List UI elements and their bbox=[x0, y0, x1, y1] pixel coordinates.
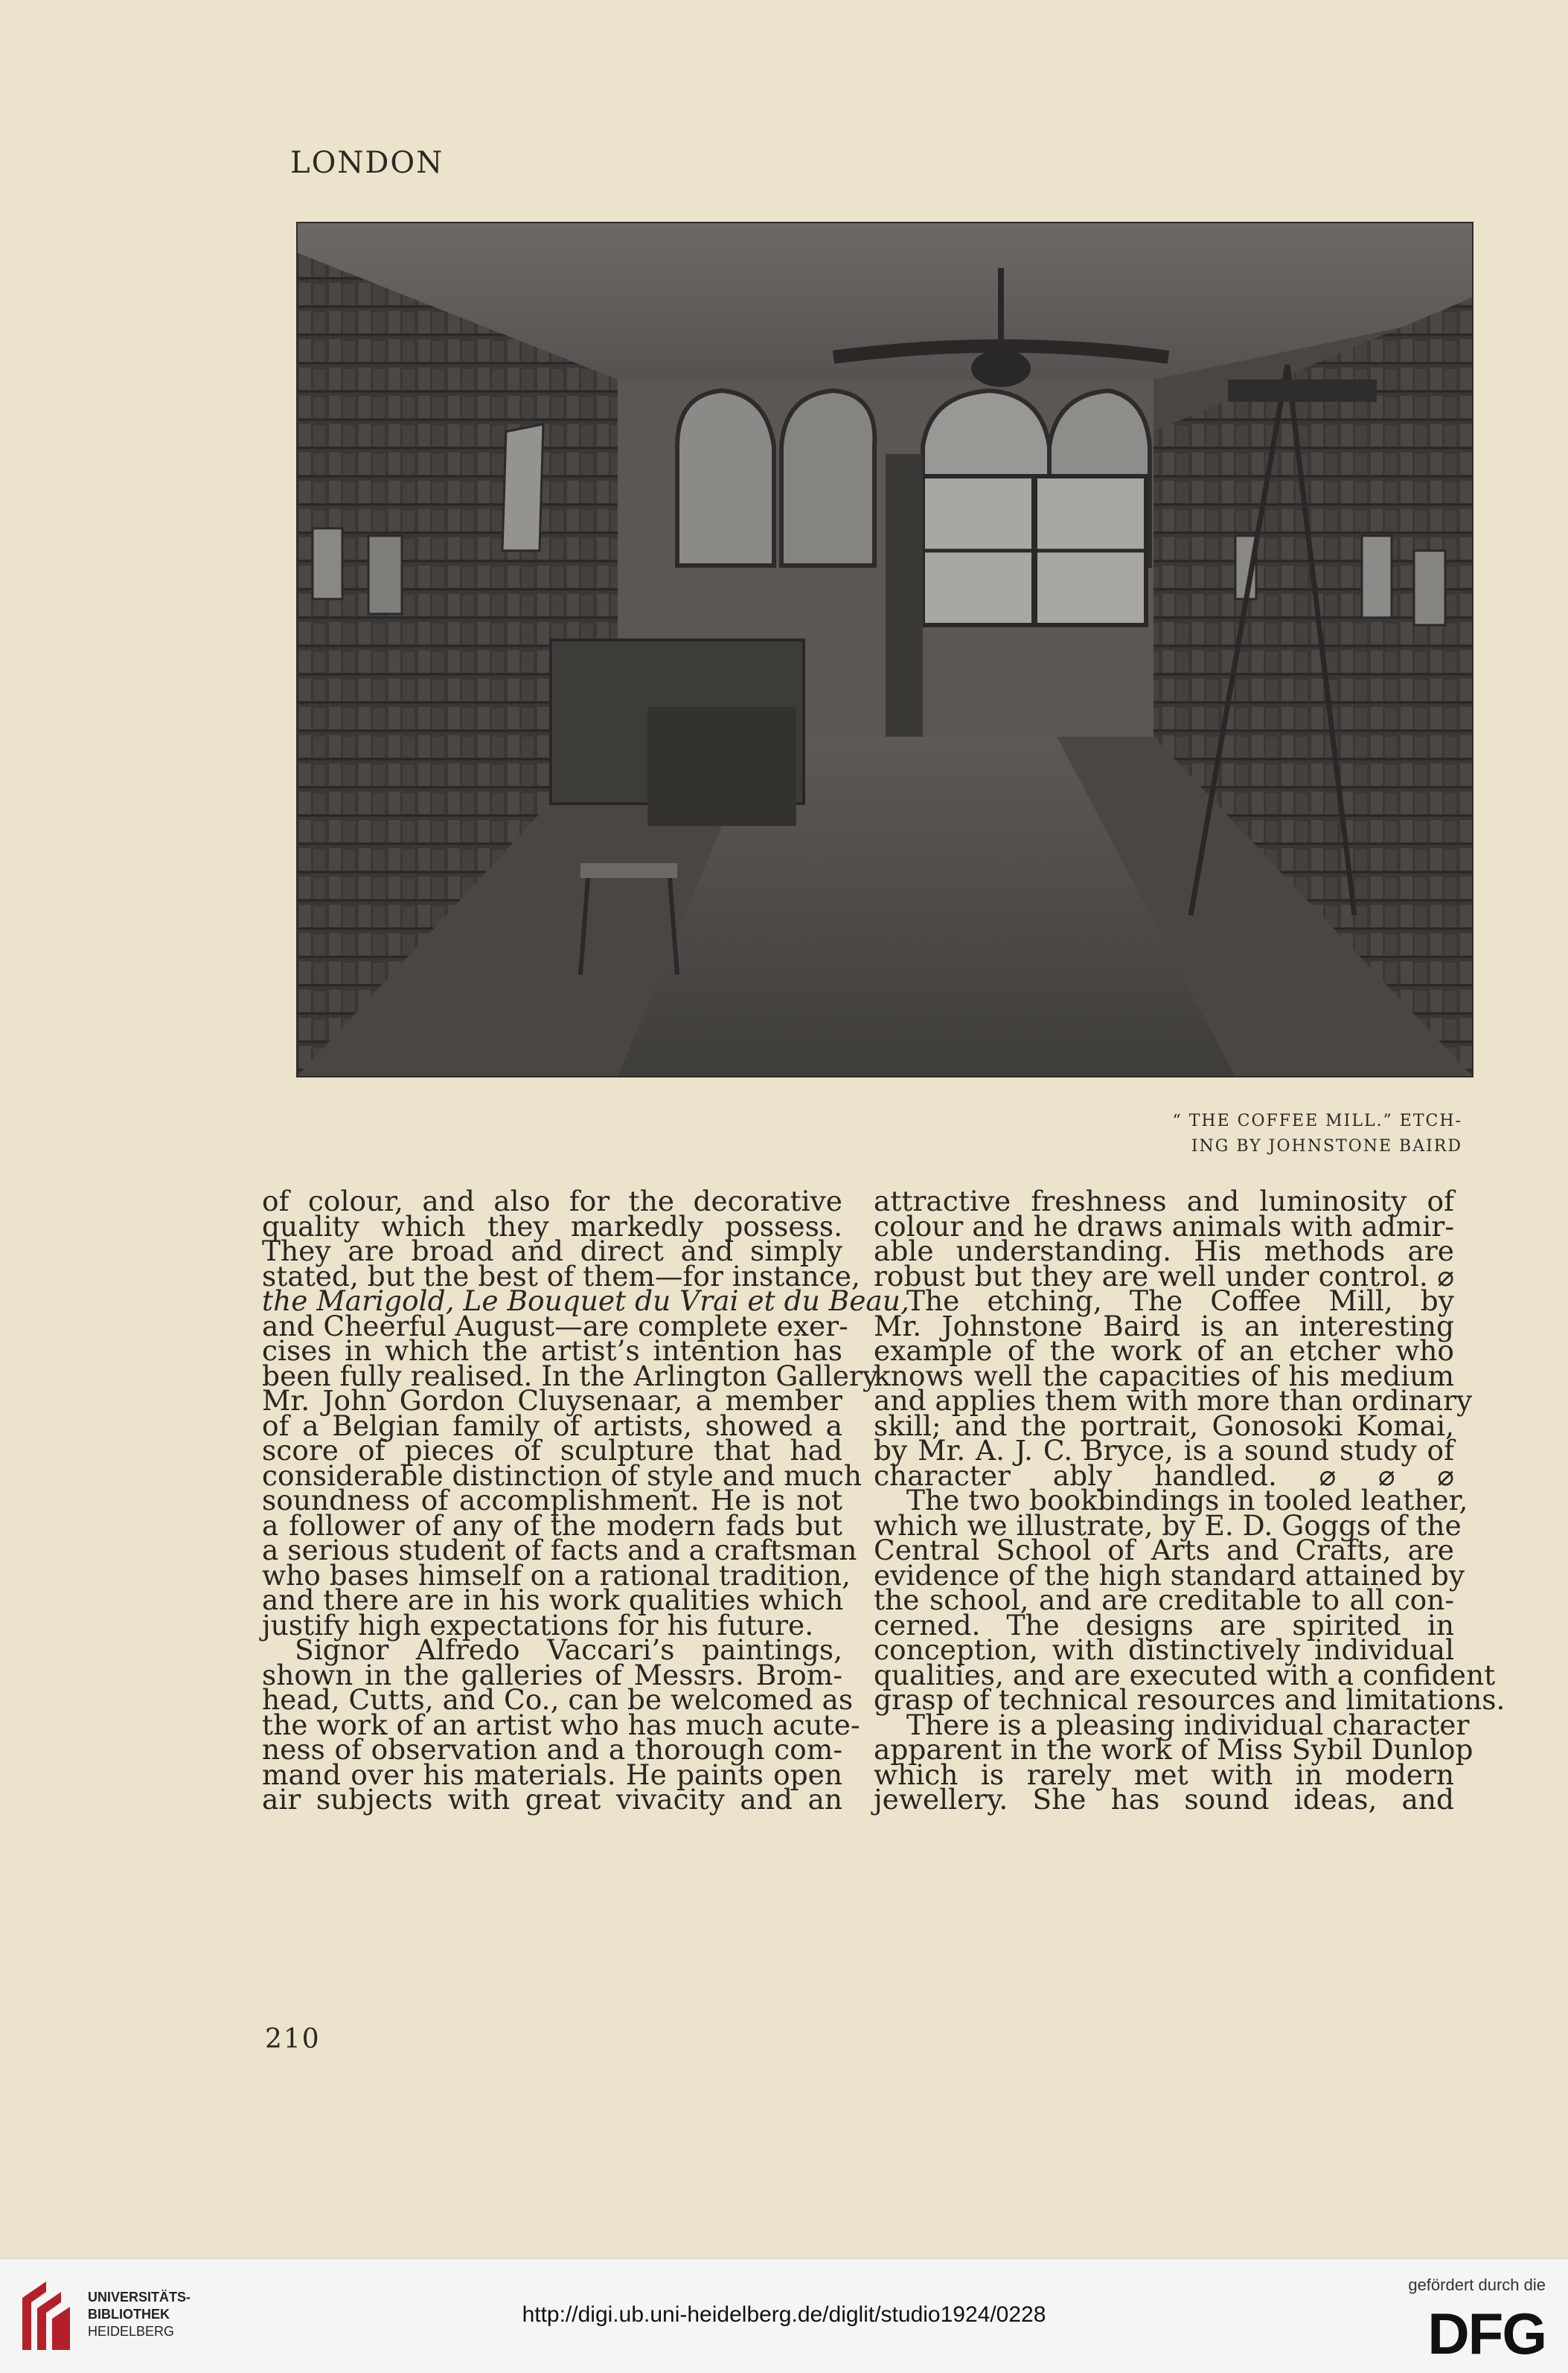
text-line: cises in which the artist’s intention has bbox=[262, 1334, 842, 1367]
text-line: stated, but the best of them—for instance, bbox=[262, 1259, 860, 1293]
text-line: They are broad and direct and simply bbox=[262, 1234, 842, 1267]
text-line: cerned. The designs are spirited in bbox=[874, 1608, 1454, 1642]
permalink-url[interactable]: http://digi.ub.uni-heidelberg.de/diglit/studio1924/0228 bbox=[522, 2302, 1046, 2327]
text-line: head, Cutts, and Co., can be welcomed as bbox=[262, 1683, 854, 1716]
text-line: quality which they markedly possess. bbox=[262, 1209, 842, 1243]
left-text-column bbox=[262, 1185, 909, 1816]
right-text-column bbox=[874, 1185, 1505, 1816]
text-line: score of pieces of sculpture that had bbox=[262, 1434, 842, 1467]
text-line: character ably handled. ⌀ ⌀ ⌀ bbox=[874, 1458, 1454, 1492]
text-line: attractive freshness and luminosity of bbox=[874, 1185, 1454, 1217]
dfg-logo: DFG bbox=[1427, 2301, 1546, 2366]
text-line: robust but they are well under control. ⌀ bbox=[874, 1259, 1454, 1293]
text-line: skill; and the portrait, Gonosoki Komai, bbox=[874, 1409, 1454, 1442]
text-line: the work of an artist who has much acute- bbox=[262, 1708, 860, 1741]
library-name-line-2: BIBLIOTHEK bbox=[88, 2307, 170, 2322]
text-line: The two bookbindings in tooled leather, bbox=[906, 1484, 1468, 1517]
caption-line-1: “ THE COFFEE MILL.” ETCH- bbox=[1172, 1112, 1462, 1130]
text-line: Signor Alfredo Vaccari’s paintings, bbox=[295, 1633, 842, 1666]
library-name-line-1: UNIVERSITÄTS- bbox=[88, 2290, 191, 2305]
library-name-line-3: HEIDELBERG bbox=[88, 2324, 175, 2339]
caption-line-2: ING BY JOHNSTONE BAIRD bbox=[1191, 1137, 1462, 1156]
text-line: of colour, and also for the decorative bbox=[262, 1185, 842, 1217]
text-line: colour and he draws animals with admir- bbox=[874, 1209, 1454, 1243]
text-line: justify high expectations for his future. bbox=[262, 1608, 814, 1642]
text-line: the school, and are creditable to all con- bbox=[874, 1583, 1454, 1616]
page-number: 210 bbox=[265, 2024, 321, 2055]
text-line: Mr. John Gordon Cluysenaar, a member bbox=[262, 1384, 842, 1417]
text-line: by Mr. A. J. C. Bryce, is a sound study of bbox=[874, 1434, 1454, 1467]
text-line: air subjects with great vivacity and an bbox=[262, 1783, 842, 1816]
text-line: the Marigold, Le Bouquet du Vrai et du Beau, bbox=[262, 1284, 909, 1317]
text-line: considerable distinction of style and much bbox=[262, 1458, 863, 1492]
text-line: apparent in the work of Miss Sybil Dunlop bbox=[874, 1733, 1473, 1766]
viewer-footer bbox=[0, 2258, 1568, 2373]
text-line: evidence of the high standard attained by bbox=[874, 1558, 1465, 1592]
text-line: who bases himself on a rational tradition, bbox=[262, 1558, 851, 1592]
text-line: a follower of any of the modern fads but bbox=[262, 1508, 842, 1542]
text-line: and Cheerful August—are complete exer- bbox=[262, 1309, 848, 1342]
text-line: qualities, and are executed with a confident bbox=[874, 1658, 1496, 1691]
text-line: The etching, The Coffee Mill, by bbox=[906, 1284, 1454, 1317]
text-line: mand over his materials. He paints open bbox=[262, 1758, 842, 1791]
text-line: and there are in his work qualities which bbox=[262, 1583, 844, 1616]
text-line: conception, with distinctively individual bbox=[874, 1633, 1454, 1666]
etching-plate-image bbox=[296, 222, 1473, 1077]
text-line: soundness of accomplishment. He is not bbox=[262, 1484, 842, 1517]
text-line: of a Belgian family of artists, showed a bbox=[262, 1409, 842, 1442]
text-line: ness of observation and a thorough com- bbox=[262, 1733, 842, 1766]
text-line: been fully realised. In the Arlington Gallery bbox=[262, 1359, 879, 1392]
text-line: Central School of Arts and Crafts, are bbox=[874, 1534, 1454, 1566]
funding-note: gefördert durch die bbox=[1408, 2276, 1546, 2294]
running-head: LONDON bbox=[290, 146, 444, 180]
text-line: a serious student of facts and a craftsman bbox=[262, 1534, 857, 1566]
coffee-mill-etching bbox=[298, 223, 1472, 1076]
text-line: able understanding. His methods are bbox=[874, 1234, 1454, 1267]
text-line: knows well the capacities of his medium bbox=[874, 1359, 1454, 1392]
text-line: example of the work of an etcher who bbox=[874, 1334, 1454, 1367]
text-line: which we illustrate, by E. D. Goggs of the bbox=[874, 1508, 1462, 1542]
text-line: Mr. Johnstone Baird is an interesting bbox=[874, 1309, 1454, 1342]
text-line: which is rarely met with in modern bbox=[874, 1758, 1454, 1791]
text-line: There is a pleasing individual character bbox=[906, 1708, 1470, 1741]
text-line: and applies them with more than ordinary bbox=[874, 1384, 1473, 1417]
plate-caption bbox=[1046, 1109, 1462, 1159]
text-line: grasp of technical resources and limitations. bbox=[874, 1683, 1505, 1716]
text-line: jewellery. She has sound ideas, and bbox=[874, 1783, 1454, 1816]
text-line: shown in the galleries of Messrs. Brom- bbox=[262, 1658, 842, 1691]
